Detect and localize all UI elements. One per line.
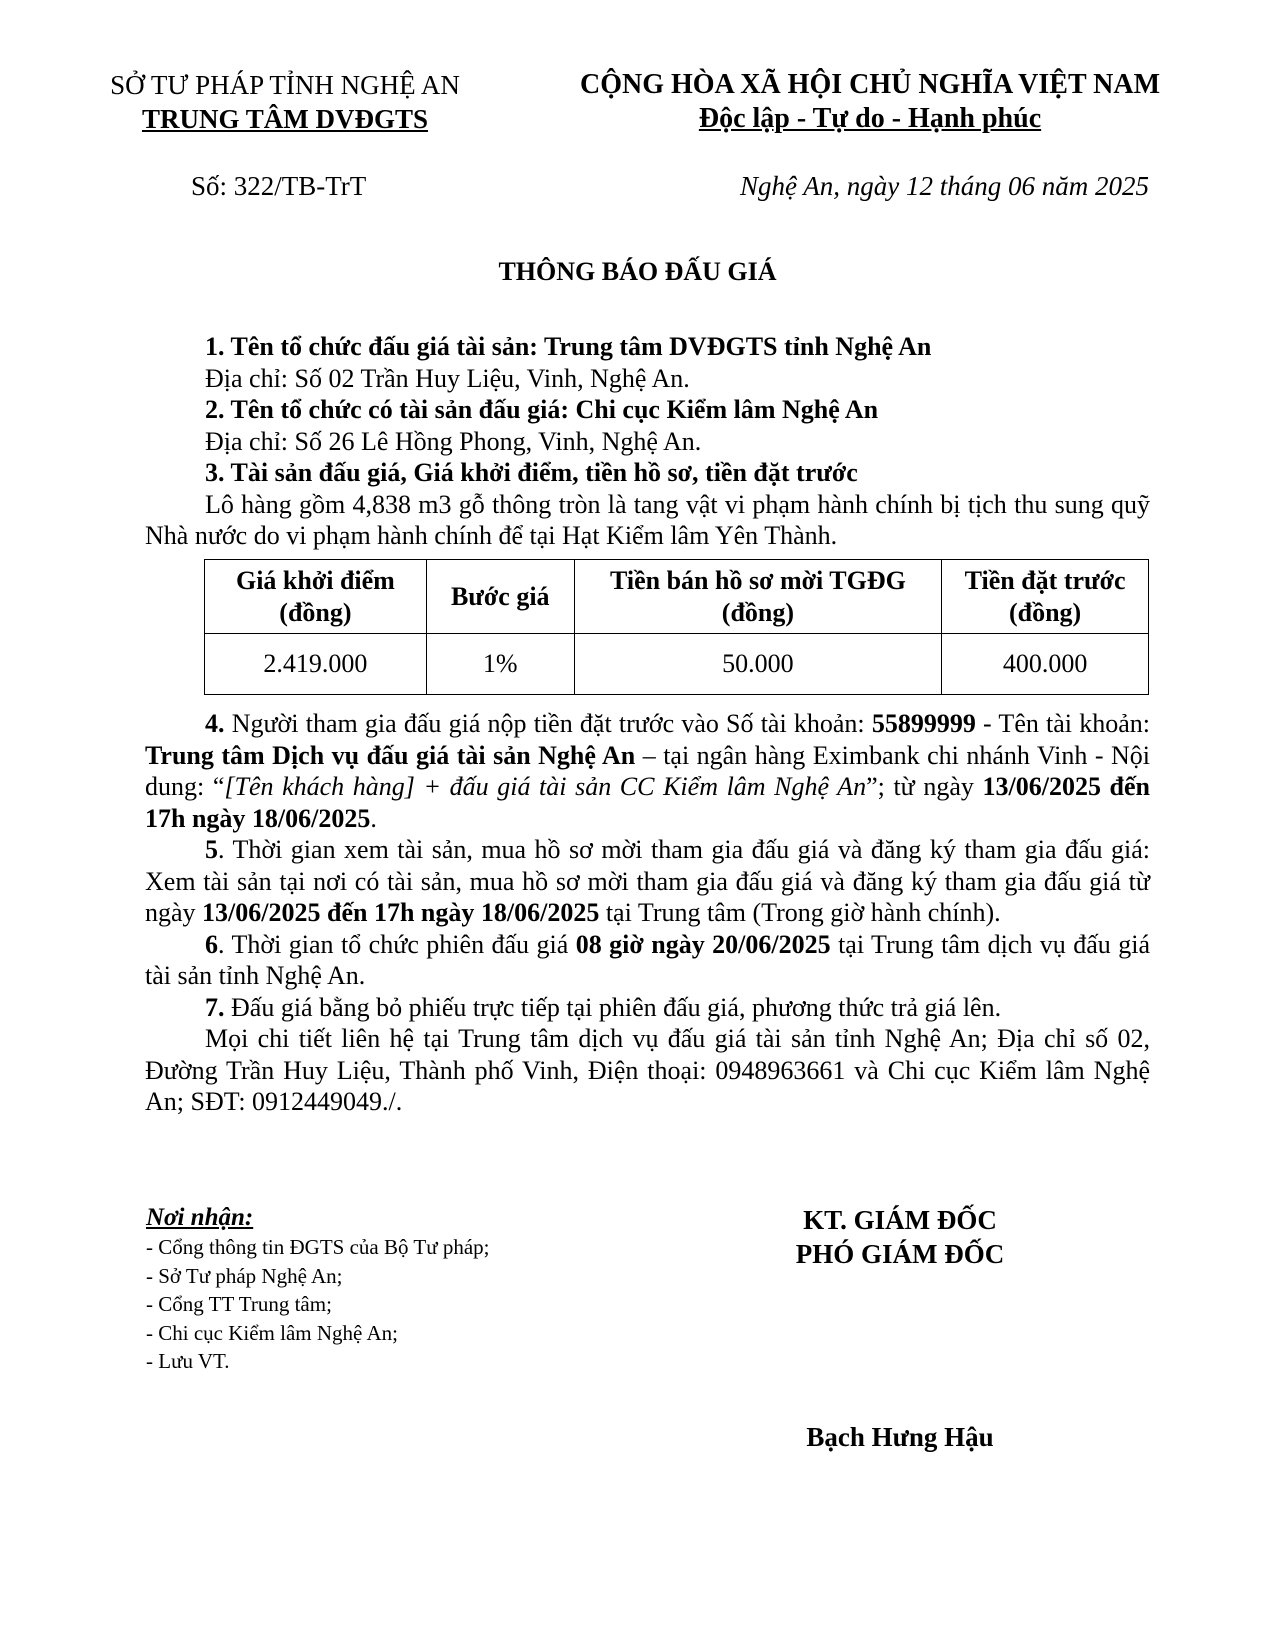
motto: Độc lập - Tự do - Hạnh phúc [698, 103, 1042, 134]
national-motto-block [560, 68, 1180, 136]
contact-info: Mọi chi tiết liên hệ tại Trung tâm dịch vụ đấu giá tài sản tỉnh Nghệ An; Địa chỉ số 02, Đường Trần Huy Liệu, Thành phố Vinh, Điện thoại: 0948963661 và Chi cục Kiểm lâm Nghệ An; SĐT: 0912449049./. [145, 1024, 1150, 1116]
section-2-address: Địa chỉ: Số 26 Lê Hồng Phong, Vinh, Nghệ An. [205, 426, 702, 456]
registration-period: 13/06/2025 đến 17h ngày 18/06/2025 [202, 898, 600, 927]
issuer-block [75, 68, 495, 136]
account-name: Trung tâm Dịch vụ đấu giá tài sản Nghệ An [145, 740, 636, 770]
list-item: - Sở Tư pháp Nghệ An; [146, 1263, 343, 1288]
recipients-block [146, 1203, 489, 1376]
list-item: - Chi cục Kiểm lâm Nghệ An; [146, 1320, 398, 1345]
document-date: Nghệ An, ngày 12 tháng 06 năm 2025 [740, 171, 1149, 201]
table-header-cell: Giá khởi điểm (đồng) [205, 560, 427, 634]
deposit-period: 13/06/2025 đến 17h ngày 18/06/2025 [145, 772, 1151, 833]
table-header-cell: Tiền đặt trước (đồng) [942, 560, 1149, 634]
section-3-description: Lô hàng gồm 4,838 m3 gỗ thông tròn là tang vật vi phạm hành chính bị tịch thu sung quỹ Nhà nước do vi phạm hành chính để tại Hạt Kiểm lâm Yên Thành. [145, 489, 1150, 550]
document-number: Số: 322/TB-TrT [191, 171, 367, 201]
section-1-heading: 1. Tên tổ chức đấu giá tài sản: Trung tâm DVĐGTS tỉnh Nghệ An [205, 332, 932, 361]
signature-block [720, 1203, 1080, 1271]
bid-step-cell: 1% [426, 634, 574, 695]
signer-name: Bạch Hưng Hậu [806, 1422, 994, 1452]
table-header-cell: Bước giá [426, 560, 574, 634]
asset-table [204, 559, 1149, 695]
table-header-cell: Tiền bán hồ sơ mời TGĐG (đồng) [574, 560, 942, 634]
section-6: 6. Thời gian tổ chức phiên đấu giá 08 giờ ngày 20/06/2025 tại Trung tâm dịch vụ đấu giá tài sản tỉnh Nghệ An. [145, 929, 1150, 990]
section-2-heading: 2. Tên tổ chức có tài sản đấu giá: Chi cục Kiểm lâm Nghệ An [205, 395, 879, 424]
payment-content: [Tên khách hàng] + đấu giá tài sản CC Kiểm lâm Nghệ An [224, 772, 867, 801]
table-header-row [205, 560, 1149, 634]
section-5: 5. Thời gian xem tài sản, mua hồ sơ mời tham gia đấu giá và đăng ký tham gia đấu giá: Xem tài sản tại nơi có tài sản, mua hồ sơ mời tham gia đấu giá và đăng ký tham gia đấu giá từ ngày 13/06/2025 đến 17h ngày 18/06/2025 tại Trung tâm (Trong giờ hành chính). [145, 835, 1150, 927]
issuer-department: SỞ TƯ PHÁP TỈNH NGHỆ AN [110, 70, 460, 100]
section-1-address: Địa chỉ: Số 02 Trần Huy Liệu, Vinh, Nghệ An. [205, 363, 690, 393]
issuer-center: TRUNG TÂM DVĐGTS [141, 104, 429, 134]
section-4: 4. Người tham gia đấu giá nộp tiền đặt trước vào Số tài khoản: 55899999 - Tên tài khoản: Trung tâm Dịch vụ đấu giá tài sản Nghệ An – tại ngân hàng Eximbank chi nhánh Vinh - Nội dung: “[Tên khách hàng] + đấu giá tài sản CC Kiểm lâm Nghệ An”; từ ngày 13/06/2025 đến 17h ngày 18/06/2025. [145, 709, 1151, 833]
auction-time: 08 giờ ngày 20/06/2025 [575, 929, 831, 959]
deposit-cell: 400.000 [942, 634, 1149, 695]
document-title: THÔNG BÁO ĐẤU GIÁ [498, 257, 777, 286]
sections-4-7 [145, 708, 1150, 1118]
signer-title-2: PHÓ GIÁM ĐỐC [795, 1239, 1005, 1269]
list-item: - Lưu VT. [146, 1349, 230, 1373]
signer-title-1: KT. GIÁM ĐỐC [803, 1205, 997, 1235]
list-item: - Cổng TT Trung tâm; [146, 1292, 332, 1316]
section-7: 7. Đấu giá bằng bỏ phiếu trực tiếp tại phiên đấu giá, phương thức trả giá lên. [205, 992, 1002, 1022]
recipients-title: Nơi nhận: [146, 1204, 254, 1231]
list-item: - Cổng thông tin ĐGTS của Bộ Tư pháp; [146, 1235, 490, 1259]
starting-price-cell: 2.419.000 [205, 634, 427, 695]
national-name: CỘNG HÒA XÃ HỘI CHỦ NGHĨA VIỆT NAM [579, 69, 1161, 100]
section-3-heading: 3. Tài sản đấu giá, Giá khởi điểm, tiền hồ sơ, tiền đặt trước [205, 458, 858, 487]
dossier-fee-cell: 50.000 [574, 634, 942, 695]
table-row [205, 634, 1149, 695]
account-number: 55899999 [871, 709, 976, 738]
sections-1-3 [145, 331, 1150, 552]
